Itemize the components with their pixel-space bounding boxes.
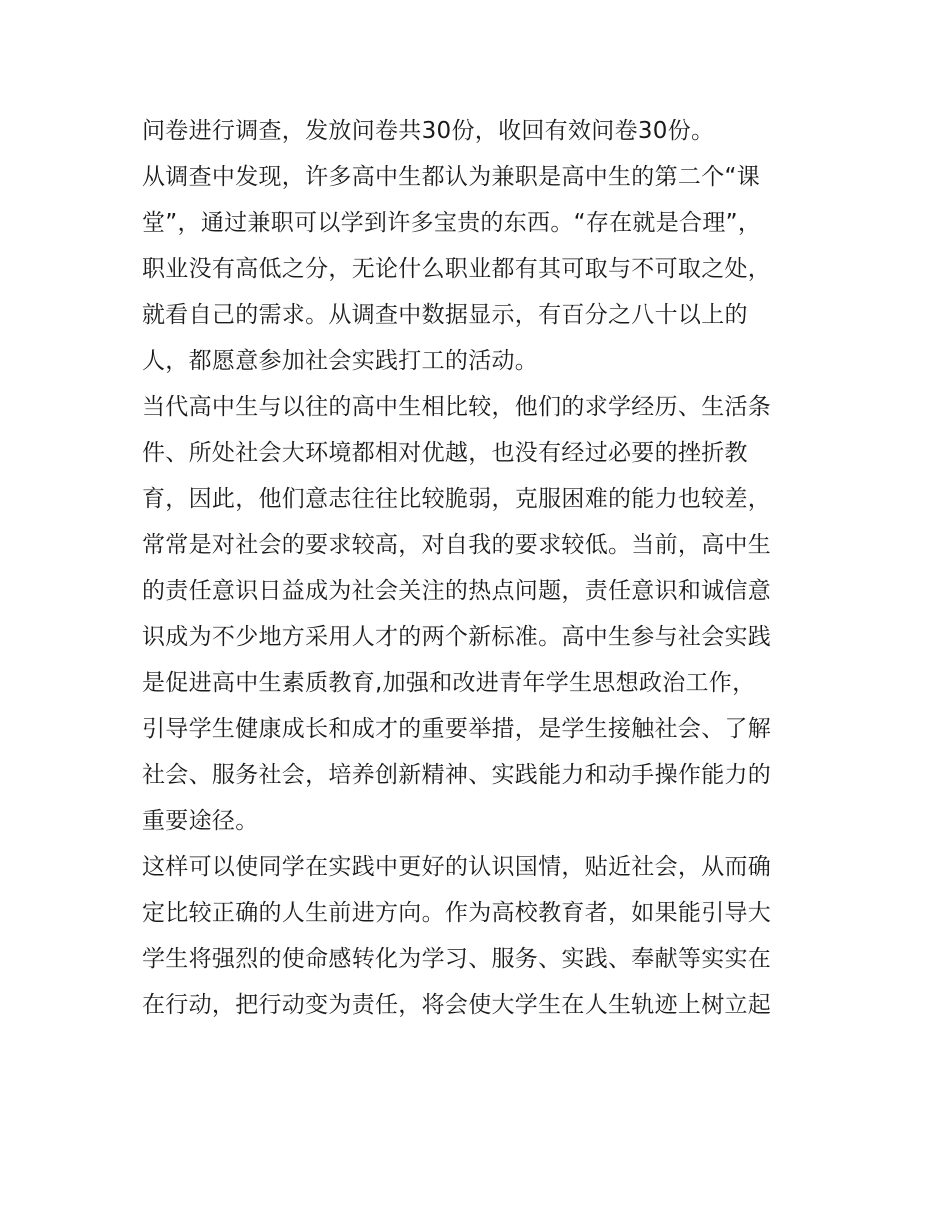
text-line: 问卷进行调查，发放问卷共30份，收回有效问卷30份。 — [142, 118, 715, 144]
text-line: 的责任意识日益成为社会关注的热点问题，责任意识和诚信意 — [142, 578, 772, 604]
text-line: 识成为不少地方采用人才的两个新标准。高中生参与社会实践 — [142, 624, 772, 650]
text-line: 引导学生健康成长和成才的重要举措，是学生接触社会、了解 — [142, 716, 772, 742]
text-line: 在行动，把行动变为责任，将会使大学生在人生轨迹上树立起 — [142, 992, 772, 1018]
text-line: 职业没有高低之分，无论什么职业都有其可取与不可取之处， — [142, 256, 772, 282]
text-line: 就看自己的需求。从调查中数据显示，有百分之八十以上的 — [142, 302, 748, 328]
text-line: 这样可以使同学在实践中更好的认识国情，贴近社会，从而确 — [142, 854, 772, 880]
text-line: 社会、服务社会，培养创新精神、实践能力和动手操作能力的 — [142, 762, 772, 788]
text-line: 育，因此，他们意志往往比较脆弱，克服困难的能力也较差， — [142, 486, 772, 512]
text-line: 从调查中发现，许多高中生都认为兼职是高中生的第二个“课 — [142, 164, 761, 190]
text-line: 当代高中生与以往的高中生相比较，他们的求学经历、生活条 — [142, 394, 772, 420]
text-line: 学生将强烈的使命感转化为学习、服务、实践、奉献等实实在 — [142, 946, 772, 972]
document-body — [142, 108, 822, 1028]
text-line: 定比较正确的人生前进方向。作为高校教育者，如果能引导大 — [142, 900, 772, 926]
text-line: 件、所处社会大环境都相对优越，也没有经过必要的挫折教 — [142, 440, 748, 466]
text-line: 常常是对社会的要求较高，对自我的要求较低。当前，高中生 — [142, 532, 772, 558]
text-line: 是促进高中生素质教育,加强和改进青年学生思想政治工作， — [142, 670, 756, 696]
text-line: 堂”，通过兼职可以学到许多宝贵的东西。“存在就是合理”， — [142, 210, 762, 236]
text-line: 重要途径。 — [142, 808, 259, 834]
text-line: 人，都愿意参加社会实践打工的活动。 — [142, 348, 539, 374]
